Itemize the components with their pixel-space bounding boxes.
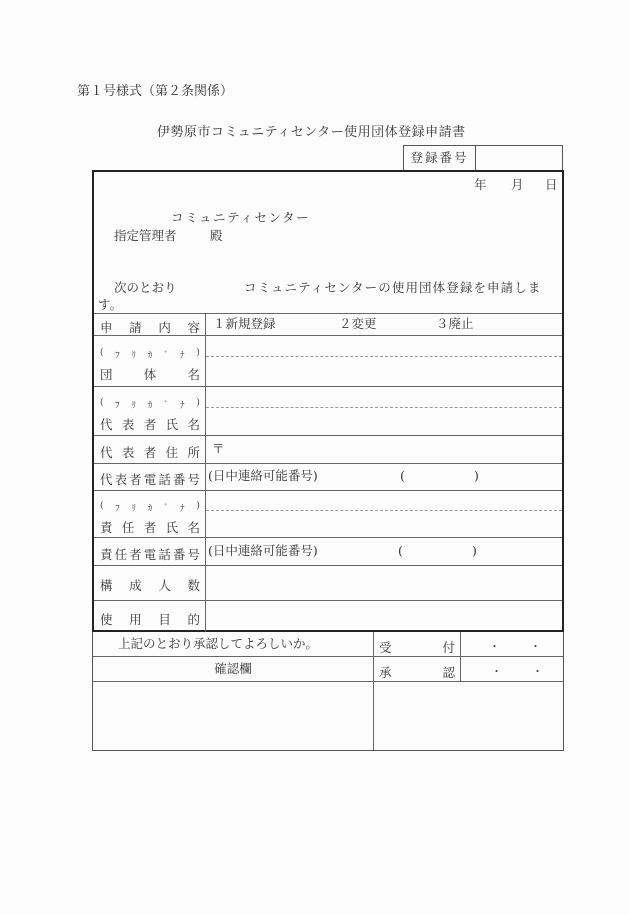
paren-open: ( — [400, 468, 405, 483]
label-approved: 承 認 — [379, 665, 455, 680]
statement-prefix: 次のとおり — [114, 280, 177, 295]
member-count-field[interactable] — [206, 566, 562, 600]
label-responsible-name: 責 任 者 氏 名 — [100, 520, 200, 535]
furigana-line — [206, 356, 562, 357]
column-divider — [460, 632, 461, 681]
label-group-name: 団 体 名 — [100, 367, 200, 382]
date-month: 月 — [511, 177, 524, 192]
statement-body: コミュニティセンターの使用団体登録を申請しま — [244, 280, 542, 295]
label-purpose: 使 用 目 的 — [100, 612, 200, 627]
approval-question: 上記のとおり承認してよろしいか。 — [118, 636, 319, 651]
furigana-line — [206, 407, 562, 408]
furigana-line — [206, 510, 562, 511]
date-day: 日 — [545, 177, 558, 192]
form-number: 第１号様式（第２条関係） — [77, 84, 234, 99]
responsible-name-field[interactable] — [206, 512, 562, 537]
group-name-field[interactable] — [206, 358, 562, 386]
purpose-field[interactable] — [206, 601, 562, 632]
representative-furigana-field[interactable] — [206, 387, 562, 407]
phone-note: (日中連絡可能番号) — [208, 543, 318, 558]
label-received: 受 付 — [379, 640, 455, 655]
registration-number-box — [403, 145, 563, 170]
approved-date-dot: ・ — [532, 665, 543, 678]
label-responsible-phone: 責 任 者 電 話 番 号 — [100, 547, 200, 562]
confirmation-area[interactable] — [93, 682, 373, 750]
stamp-area[interactable] — [374, 682, 563, 750]
label-member-count: 構 成 人 数 — [100, 578, 200, 593]
addressee-center: コミュニティセンター — [171, 210, 311, 225]
responsible-phone-field[interactable] — [334, 538, 562, 565]
received-date-dot: ・ — [489, 640, 500, 653]
paren-close: ) — [472, 543, 477, 558]
date-year: 年 — [474, 177, 487, 192]
document-title: 伊勢原市コミュニティセンター使用団体登録申請書 — [157, 125, 466, 140]
representative-address-field[interactable] — [229, 436, 562, 463]
label-application-type: 申 請 内 容 — [100, 320, 200, 335]
addressee-honorific: 殿 — [210, 228, 223, 243]
furigana-label: ( ﾌ ﾘ ｶ ﾞ ﾅ ) — [100, 398, 200, 411]
furigana-label: ( ﾌ ﾘ ｶ ﾞ ﾅ ) — [100, 501, 200, 514]
option-new-registration[interactable]: １新規登録 — [213, 316, 276, 331]
representative-name-field[interactable] — [206, 409, 562, 435]
divider — [93, 656, 563, 657]
option-abolish[interactable]: ３廃止 — [436, 316, 474, 331]
option-change[interactable]: ２変更 — [339, 316, 377, 331]
phone-note: (日中連絡可能番号) — [208, 468, 318, 483]
representative-phone-field[interactable] — [334, 464, 562, 490]
label-representative-phone: 代 表 者 電 話 番 号 — [100, 472, 200, 487]
registration-number-label: 登録番号 — [404, 146, 476, 170]
approval-section — [92, 632, 564, 751]
furigana-label: ( ﾌ ﾘ ｶ ﾞ ﾅ ) — [100, 348, 200, 361]
paren-close: ) — [474, 468, 479, 483]
received-date-dot: ・ — [530, 640, 541, 653]
responsible-furigana-field[interactable] — [206, 491, 562, 510]
approved-date-dot: ・ — [491, 665, 502, 678]
group-name-furigana-field[interactable] — [206, 336, 562, 356]
confirm-label: 確認欄 — [214, 661, 252, 676]
postal-mark: 〒 — [212, 441, 225, 456]
label-representative-name: 代 表 者 氏 名 — [100, 417, 200, 432]
paren-open: ( — [398, 543, 403, 558]
addressee-manager: 指定管理者 — [114, 228, 177, 243]
label-representative-address: 代 表 者 住 所 — [100, 445, 200, 460]
divider — [94, 313, 562, 314]
statement-tail: す。 — [98, 297, 123, 312]
application-form — [92, 170, 564, 632]
registration-number-field[interactable] — [476, 146, 562, 170]
